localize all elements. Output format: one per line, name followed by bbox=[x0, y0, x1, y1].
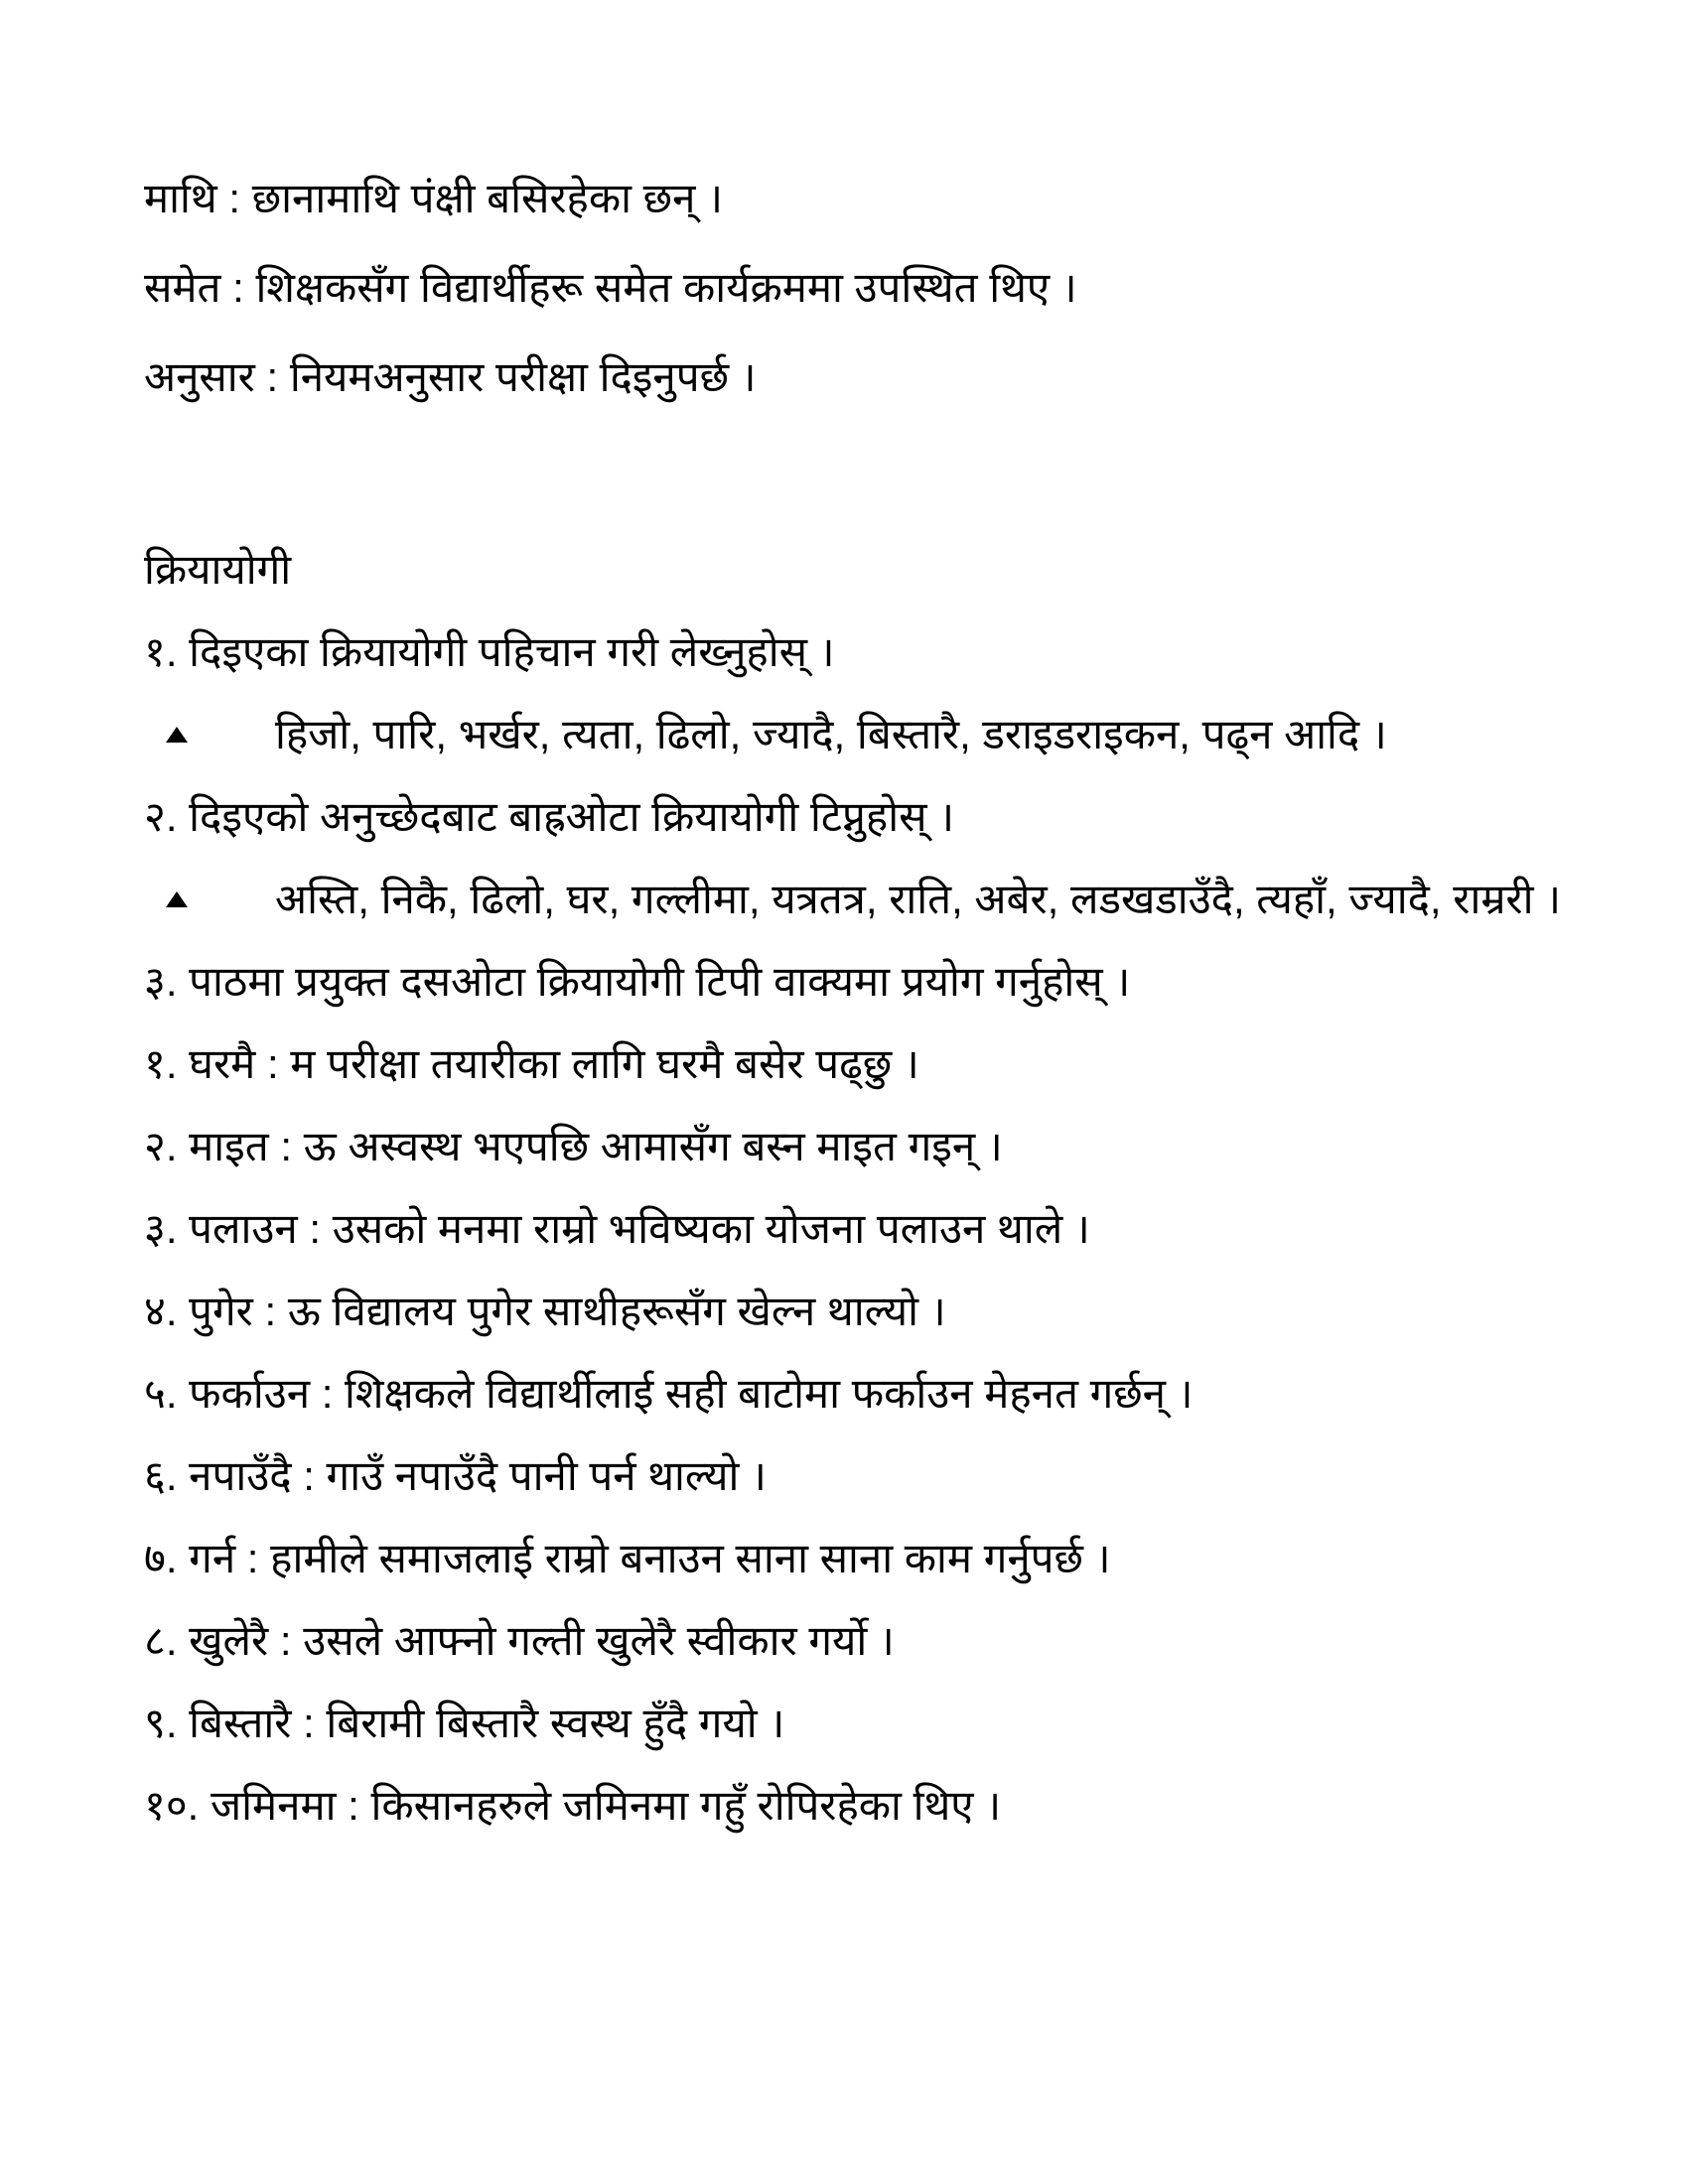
sentence-4: ४. पुगेर : ऊ विद्यालय पुगेर साथीहरूसँग खेल्न थाल्यो । bbox=[144, 1288, 946, 1334]
question-3: ३. पाठमा प्रयुक्त दसओटा क्रियायोगी टिपी वाक्यमा प्रयोग गर्नुहोस् । bbox=[144, 958, 1131, 1005]
answer-2-text: अस्ति, निकै, ढिलो, घर, गल्लीमा, यत्रतत्र, राति, अबेर, लडखडाउँदै, त्यहाँ, ज्यादै, राम्ररी । bbox=[275, 876, 1562, 922]
question-1: १. दिइएका क्रियायोगी पहिचान गरी लेख्नुहोस् । bbox=[144, 628, 835, 675]
question-2: २. दिइएको अनुच्छेदबाट बाह्रओटा क्रियायोगी टिप्नुहोस् । bbox=[144, 793, 955, 840]
sentence-7: ७. गर्न : हामीले समाजलाई राम्रो बनाउन साना साना काम गर्नुपर्छ । bbox=[144, 1535, 1111, 1581]
sentence-1: १. घरमै : म परीक्षा तयारीका लागि घरमै बसेर पढ्छु । bbox=[144, 1040, 919, 1087]
sentence-2: २. माइत : ऊ अस्वस्थ भएपछि आमासँग बस्न माइत गइन् । bbox=[144, 1123, 1003, 1169]
section-heading-kriyayogi: क्रियायोगी bbox=[144, 546, 292, 593]
usage-example-mathi: माथि : छानामाथि पंक्षी बसिरहेका छन् । bbox=[144, 175, 723, 221]
sentence-8: ८. खुलेरै : उसले आफ्नो गल्ती खुलेरै स्वीकार गर्यो । bbox=[144, 1617, 895, 1664]
sentence-10: १०. जमिनमा : किसानहरुले जमिनमा गहुँ रोपिरहेका थिए । bbox=[144, 1782, 1002, 1829]
triangle-bullet-icon bbox=[166, 891, 188, 907]
answer-bullet-1 bbox=[144, 707, 1569, 762]
sentence-9: ९. बिस्तारै : बिरामी बिस्तारै स्वस्थ हुँदै गयो । bbox=[144, 1700, 785, 1746]
triangle-bullet-icon bbox=[166, 727, 188, 743]
answer-1-text: हिजो, पारि, भर्खर, त्यता, ढिलो, ज्यादै, बिस्तारै, डराइडराइकन, पढ्न आदि । bbox=[275, 711, 1387, 757]
sentence-6: ६. नपाउँदै : गाउँ नपाउँदै पानी पर्न थाल्यो । bbox=[144, 1452, 767, 1499]
sentence-3: ३. पलाउन : उसको मनमा राम्रो भविष्यका योजना पलाउन थाले । bbox=[144, 1205, 1090, 1252]
usage-example-samet: समेत : शिक्षकसँग विद्यार्थीहरू समेत कार्यक्रममा उपस्थित थिए । bbox=[144, 264, 1077, 311]
sentence-5: ५. फर्काउन : शिक्षकले विद्यार्थीलाई सही बाटोमा फर्काउन मेहनत गर्छन् । bbox=[144, 1370, 1194, 1417]
answer-bullet-2 bbox=[144, 872, 1569, 927]
usage-example-anusar: अनुसार : नियमअनुसार परीक्षा दिइनुपर्छ । bbox=[144, 353, 757, 400]
